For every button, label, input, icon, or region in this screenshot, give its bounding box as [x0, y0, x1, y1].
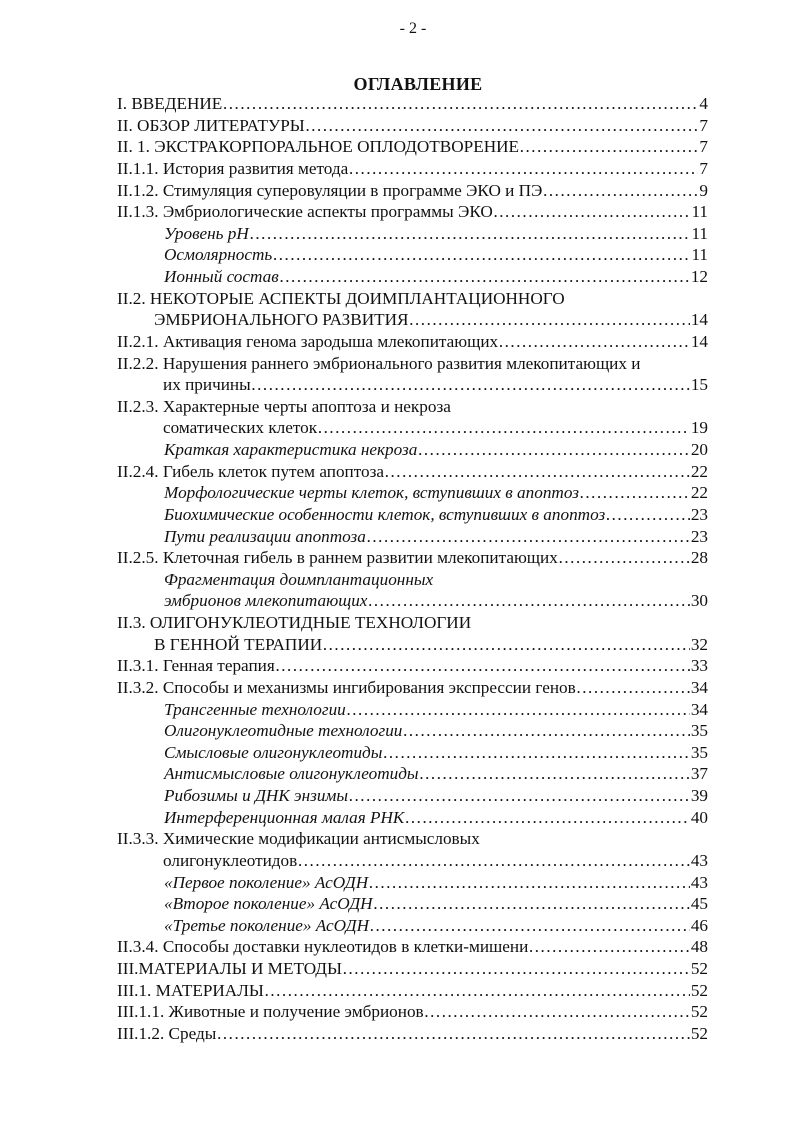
dot-leader [402, 720, 689, 742]
toc-entry [117, 872, 708, 894]
toc-entry-page: 4 [699, 94, 708, 113]
toc-entry [117, 1001, 708, 1023]
toc-entry-label: II.3. ОЛИГОНУКЛЕОТИДНЫЕ ТЕХНОЛОГИИ [117, 613, 472, 632]
toc-entry-page: 7 [699, 158, 708, 178]
dot-leader [373, 893, 690, 915]
toc-entry-page: 19 [690, 418, 708, 438]
toc-entry-label: Уровень pH [164, 223, 249, 243]
toc-entry-label: II.3.3. Химические модификации антисмысловых [117, 829, 480, 849]
toc-entry-label: соматических клеток [163, 418, 318, 438]
toc-entry [117, 742, 708, 764]
toc-entry [117, 482, 708, 504]
toc-entry [117, 461, 708, 483]
toc-entry-page: 45 [690, 894, 708, 914]
dot-leader [493, 201, 691, 223]
toc-entry [117, 526, 708, 548]
toc-entry-page: 28 [690, 548, 708, 568]
dot-leader [576, 677, 690, 699]
toc-entry [117, 850, 708, 872]
toc-entry-page: 30 [690, 591, 708, 611]
dot-leader [249, 223, 691, 245]
dot-leader [279, 266, 690, 288]
toc-entry-label: II. 1. ЭКСТРАКОРПОРАЛЬНОЕ ОПЛОДОТВОРЕНИЕ [117, 137, 520, 157]
toc-entry-label: Фрагментация доимплантационных [164, 569, 434, 589]
toc-entry [117, 266, 708, 288]
toc-entry [117, 288, 708, 310]
toc-entry-page: 9 [699, 180, 708, 200]
toc-entry [117, 980, 708, 1002]
toc-entry-page: 33 [690, 656, 708, 676]
toc-entry-label: ЭМБРИОНАЛЬНОГО РАЗВИТИЯ [154, 310, 409, 330]
dot-leader [348, 785, 690, 807]
toc-entry-label: Трансгенные технологии [164, 699, 346, 719]
toc-entry-label: III.МАТЕРИАЛЫ И МЕТОДЫ [117, 959, 343, 978]
toc-entry-page: 15 [690, 375, 708, 395]
toc-entry-label: III.1.2. Среды [117, 1023, 217, 1043]
toc-entry [117, 547, 708, 569]
toc-entry [117, 699, 708, 721]
toc-entry-page: 11 [691, 223, 708, 243]
toc-entry [117, 720, 708, 742]
toc-entry-label: их причины [163, 375, 251, 395]
toc-entry-label: III.1.1. Животные и получение эмбрионов [117, 1002, 424, 1022]
toc-entry-label: II.2.4. Гибель клеток путем апоптоза [117, 461, 385, 481]
toc-entry [117, 677, 708, 699]
dot-leader [346, 699, 690, 721]
toc-entry-label: II. ОБЗОР ЛИТЕРАТУРЫ [117, 115, 305, 135]
toc-entry-page: 23 [690, 526, 708, 546]
toc-entry-page: 22 [690, 461, 708, 481]
toc-entry [117, 915, 708, 937]
dot-leader [251, 374, 690, 396]
toc-entry [117, 958, 708, 980]
toc-entry-label: I. ВВЕДЕНИЕ [117, 94, 223, 113]
dot-leader [368, 872, 690, 894]
toc-entry-page: 7 [699, 137, 708, 157]
toc-entry-label: II.3.4. Способы доставки нуклеотидов в клетки-мишени [117, 937, 529, 957]
toc-entry-page: 52 [690, 980, 708, 1000]
toc-entry-label: II.2.3. Характерные черты апоптоза и некроза [117, 396, 451, 416]
toc-entry-page: 20 [690, 440, 708, 459]
toc-entry [117, 244, 708, 266]
toc-entry-page: 34 [690, 699, 708, 719]
toc-entry [117, 353, 708, 375]
dot-leader [272, 244, 690, 266]
toc-entry-page: 46 [690, 915, 708, 935]
dot-leader [222, 93, 698, 115]
toc-entry [117, 309, 708, 331]
toc-entry-page: 11 [691, 202, 708, 222]
toc-entry-page: 48 [690, 937, 708, 957]
dot-leader [558, 547, 690, 569]
dot-leader [519, 136, 698, 158]
toc-entry-label: Осмолярность [164, 245, 273, 265]
toc-entry-page: 37 [690, 764, 708, 784]
toc-entry-label: Рибозимы и ДНК энзимы [164, 786, 349, 805]
toc-entry-page: 35 [690, 721, 708, 741]
toc-entry-page: 34 [690, 677, 708, 697]
toc-entry [117, 374, 708, 396]
toc-entry-page: 11 [691, 245, 708, 265]
page-number: - 2 - [399, 20, 427, 37]
toc-entry [117, 590, 708, 612]
toc-entry-page: 52 [690, 1002, 708, 1022]
toc-entry-label: «Второе поколение» АсОДН [164, 894, 373, 914]
toc-entry-page: 7 [699, 115, 708, 135]
toc-entry [117, 396, 708, 418]
dot-leader [542, 180, 698, 202]
dot-leader [528, 936, 690, 958]
toc-entry [117, 136, 708, 158]
dot-leader [367, 590, 689, 612]
toc-entry-page: 14 [690, 331, 708, 351]
toc-entry-label: Интерференционная малая РНК [164, 807, 405, 827]
dot-leader [297, 850, 690, 872]
dot-leader [579, 482, 690, 504]
toc-entry-page: 43 [690, 850, 708, 870]
dot-leader [264, 980, 690, 1002]
toc-entry-label: Олигонуклеотидные технологии [164, 721, 403, 741]
dot-leader [424, 1001, 690, 1023]
dot-leader [417, 439, 689, 461]
toc-entry-page: 32 [690, 634, 708, 654]
dot-leader [408, 309, 689, 331]
toc-entry [117, 655, 708, 677]
dot-leader [404, 807, 689, 829]
toc-entry-page: 12 [690, 267, 708, 286]
dot-leader [342, 958, 690, 980]
toc-entry-label: II.2. НЕКОТОРЫЕ АСПЕКТЫ ДОИМПЛАНТАЦИОННОГО [117, 288, 565, 308]
dot-leader [305, 115, 699, 137]
toc-entry-page: 40 [690, 807, 708, 827]
toc-entry-label: эмбрионов млекопитающих [164, 591, 368, 611]
toc-entry [117, 763, 708, 785]
toc-entry [117, 569, 708, 591]
dot-leader [384, 461, 690, 483]
toc-entry [117, 893, 708, 915]
dot-leader [382, 742, 689, 764]
toc-entry-page: 43 [690, 872, 708, 892]
toc-entry-page: 22 [690, 483, 708, 503]
toc-entry [117, 828, 708, 850]
toc-entry-label: Смысловые олигонуклеотиды [164, 742, 383, 762]
toc-entry-page: 35 [690, 742, 708, 762]
toc-entry [117, 612, 708, 634]
toc-entry-label: Пути реализации апоптоза [164, 526, 366, 546]
toc-entry-page: 52 [690, 959, 708, 978]
toc-entry-label: «Первое поколение» АсОДН [164, 872, 369, 892]
toc-entry [117, 93, 708, 115]
toc-entry [117, 223, 708, 245]
toc-entry [117, 504, 708, 526]
toc-entry [117, 115, 708, 137]
toc-entry-label: II.2.1. Активация генома зародыша млекопитающих [117, 331, 499, 351]
toc-entry-label: олигонуклеотидов [163, 850, 298, 870]
dot-leader [322, 634, 690, 656]
toc-entry-page: 52 [690, 1023, 708, 1043]
toc-entry-label: II.2.5. Клеточная гибель в раннем развитии млекопитающих [117, 548, 558, 568]
toc-entry [117, 417, 708, 439]
dot-leader [498, 331, 690, 353]
toc-entry [117, 158, 708, 180]
dot-leader [369, 915, 690, 937]
toc-entry-page: 14 [690, 310, 708, 330]
toc-entry-label: II.2.2. Нарушения раннего эмбрионального развития млекопитающих и [117, 353, 641, 373]
toc-entry-label: Антисмысловые олигонуклеотиды [164, 764, 419, 784]
dot-leader [419, 763, 690, 785]
toc-entry-page: 23 [690, 504, 708, 524]
dot-leader [216, 1023, 690, 1045]
page-title: ОГЛАВЛЕНИЕ [353, 74, 483, 94]
toc-entry [117, 439, 708, 461]
toc-entry [117, 331, 708, 353]
toc-entry-label: Краткая характеристика некроза [164, 440, 418, 459]
toc-entry-label: II.3.2. Способы и механизмы ингибирования экспрессии генов [117, 677, 576, 697]
toc-entry-label: III.1. МАТЕРИАЛЫ [117, 980, 264, 1000]
toc-entry-label: Ионный состав [164, 267, 279, 286]
toc-entry [117, 180, 708, 202]
toc-entry [117, 807, 708, 829]
toc-entry-page: 39 [690, 786, 708, 805]
toc-entry-label: «Третье поколение» АсОДН [164, 915, 370, 935]
dot-leader [348, 158, 698, 180]
toc-entry-label: II.3.1. Генная терапия [117, 656, 275, 676]
dot-leader [366, 526, 690, 548]
toc-entry [117, 785, 708, 807]
toc-entry [117, 936, 708, 958]
toc-entry [117, 1023, 708, 1045]
toc-entry-label: В ГЕННОЙ ТЕРАПИИ [154, 634, 323, 654]
toc-entry [117, 634, 708, 656]
toc-entry-label: II.1.2. Стимуляция суперовуляции в программе ЭКО и ПЭ [117, 180, 543, 200]
dot-leader [317, 417, 690, 439]
dot-leader [275, 655, 690, 677]
toc-entry-label: II.1.1. История развития метода [117, 158, 349, 178]
toc-entry-label: Биохимические особенности клеток, вступивших в апоптоз [164, 504, 606, 524]
toc-entry-label: II.1.3. Эмбриологические аспекты программы ЭКО [117, 202, 493, 222]
table-of-contents [117, 93, 708, 1045]
toc-entry [117, 201, 708, 223]
dot-leader [605, 504, 690, 526]
toc-entry-label: Морфологические черты клеток, вступивших в апоптоз [164, 483, 579, 503]
